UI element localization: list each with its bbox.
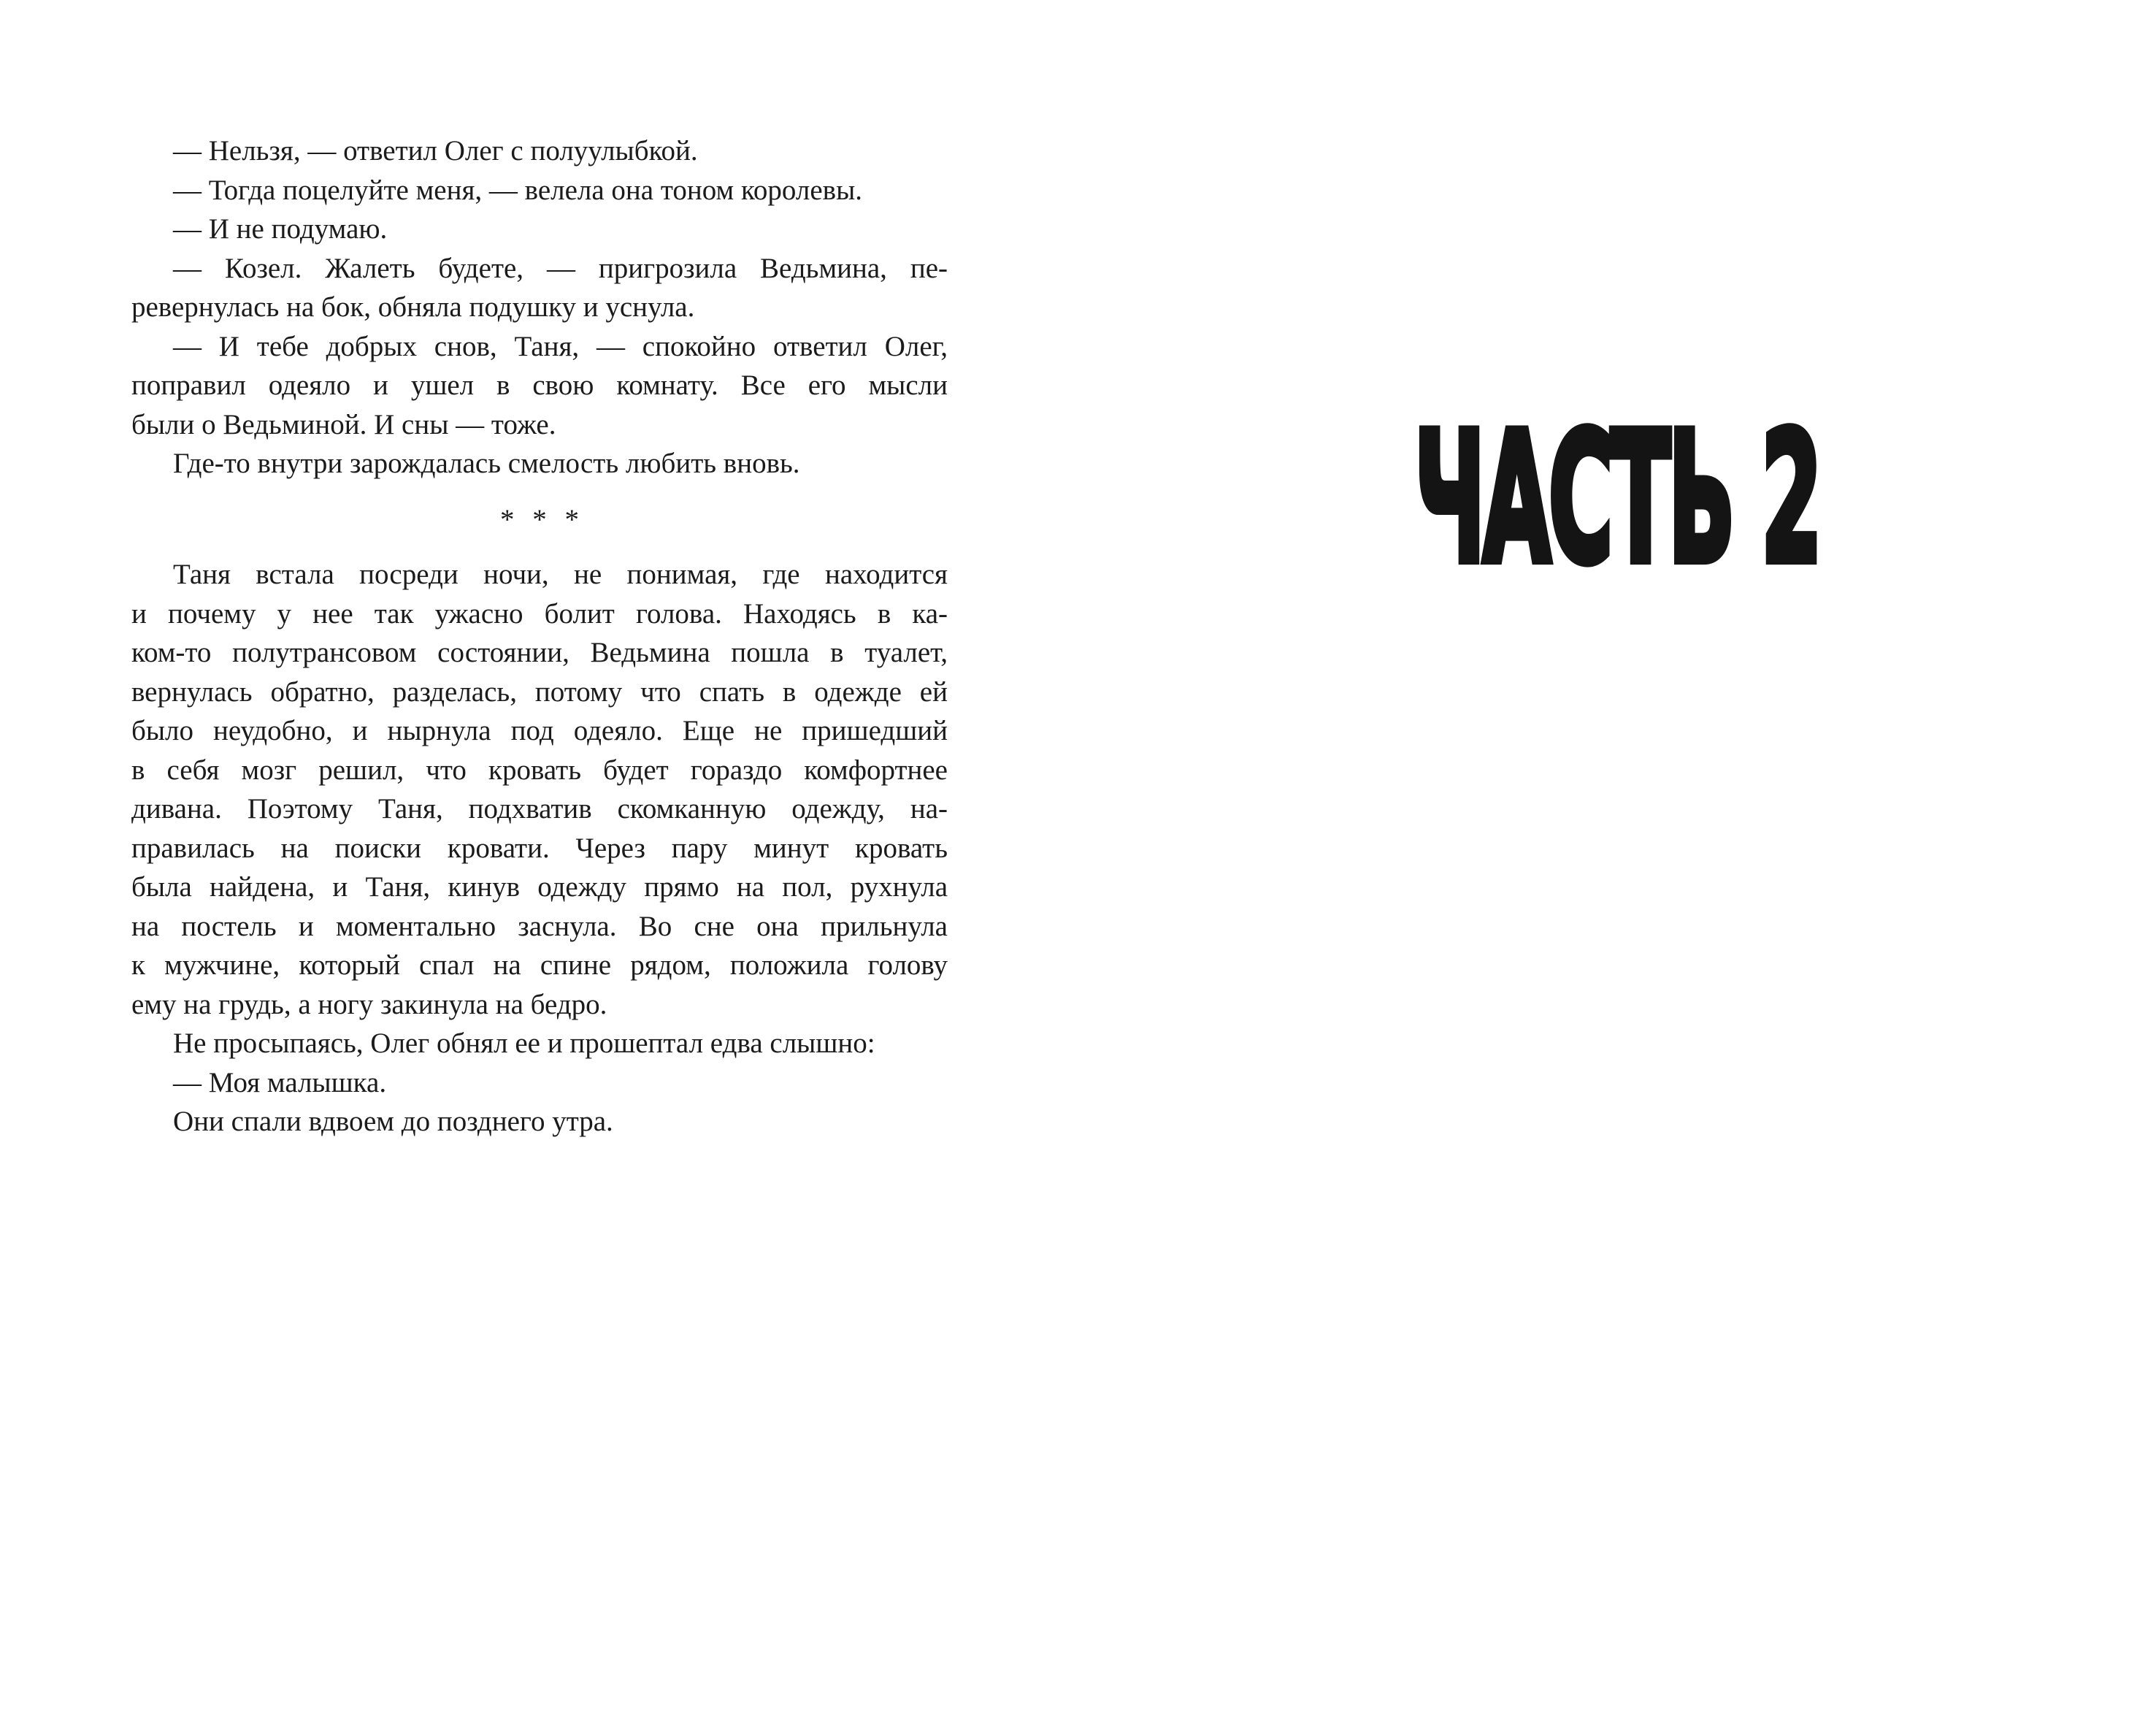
- text-line: Где-то внутри зарождалась смелость любить вновь.: [173, 448, 800, 479]
- text-line: — Козел. Жалеть будете, — пригрозила Ведьмина, пе-: [173, 252, 948, 284]
- paragraph: [131, 1024, 948, 1063]
- paragraph: [131, 171, 948, 210]
- text-line: было неудобно, и нырнула под одеяло. Еще не пришедший: [131, 715, 948, 746]
- text-line: — Тогда поцелуйте меня, — велела она тоном королевы.: [173, 174, 863, 206]
- paragraph: [131, 1102, 948, 1141]
- paragraph: [131, 555, 948, 1024]
- text-line: к мужчине, который спал на спине рядом, положила голову: [131, 949, 948, 981]
- paragraph: [131, 444, 948, 483]
- text-line: Они спали вдвоем до позднего утра.: [173, 1106, 613, 1137]
- part-heading: ЧАСТЬ 2: [1414, 394, 1820, 603]
- text-line: — И не подумаю.: [173, 213, 388, 245]
- text-line: — Моя малышка.: [173, 1066, 387, 1098]
- text-line: поправил одеяло и ушел в свою комнату. Все его мысли: [131, 370, 948, 401]
- text-line: в себя мозг решил, что кровать будет гораздо комфортнее: [131, 754, 948, 786]
- text-line: правилась на поиски кровати. Через пару минут кровать: [131, 832, 948, 864]
- paragraph: [131, 1063, 948, 1103]
- text-line: дивана. Поэтому Таня, подхватив скомканную одежду, на-: [131, 793, 948, 825]
- text-block: [131, 131, 948, 1141]
- text-line: Таня встала посреди ночи, не понимая, где находится: [173, 559, 948, 590]
- text-line: Не просыпаясь, Олег обнял ее и прошептал едва слышно:: [173, 1028, 875, 1059]
- text-line: ему на грудь, а ногу закинула на бедро.: [131, 988, 607, 1020]
- paragraph: [131, 327, 948, 445]
- paragraph: [131, 249, 948, 327]
- text-line: — Нельзя, — ответил Олег с полуулыбкой.: [173, 135, 698, 167]
- text-line: были о Ведьминой. И сны — тоже.: [131, 408, 556, 440]
- text-line: была найдена, и Таня, кинув одежду прямо на пол, рухнула: [131, 871, 948, 903]
- text-line: ком-то полутрансовом состоянии, Ведьмина пошла в туалет,: [131, 637, 948, 668]
- text-line: ревернулась на бок, обняла подушку и уснула.: [131, 291, 695, 323]
- text-line: на постель и моментально заснула. Во сне она прильнула: [131, 910, 948, 942]
- text-line: — И тебе добрых снов, Таня, — спокойно ответил Олег,: [173, 330, 948, 362]
- text-line: и почему у нее так ужасно болит голова. Находясь в ка-: [131, 597, 948, 630]
- text-line: вернулась обратно, разделась, потому что спать в одежде ей: [131, 676, 948, 708]
- paragraph: [131, 131, 948, 171]
- section-divider: * * *: [500, 503, 579, 535]
- paragraph: [131, 210, 948, 249]
- right-page: [1078, 0, 2156, 1725]
